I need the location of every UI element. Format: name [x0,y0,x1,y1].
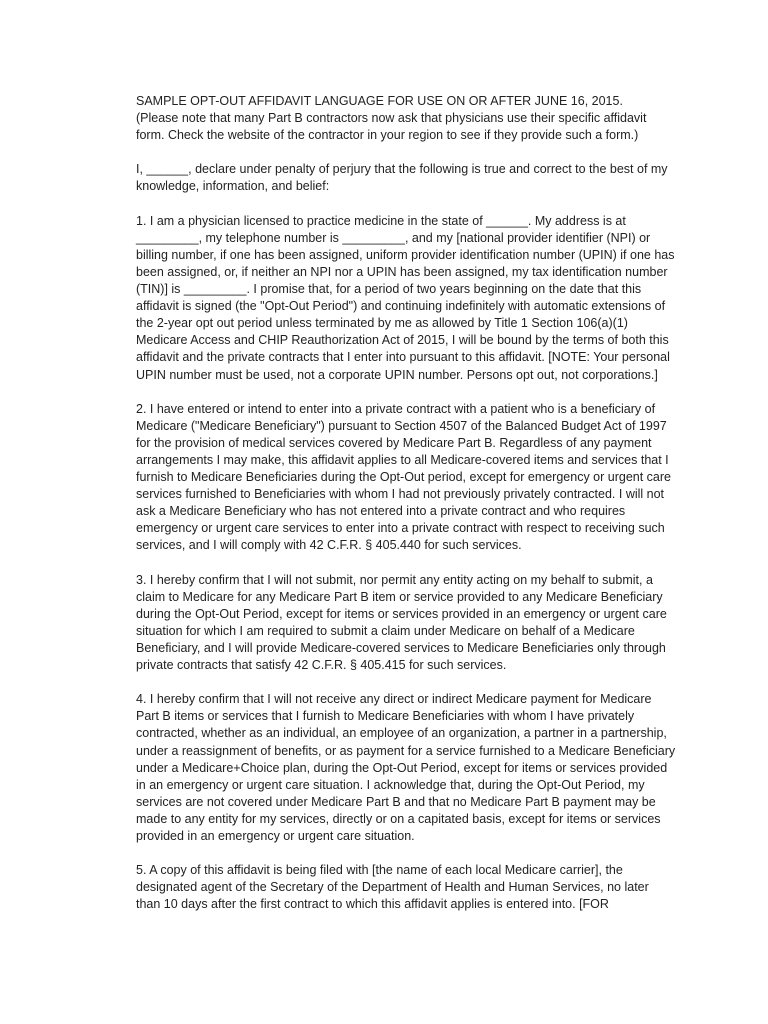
text-line: under a Medicare+Choice plan, during the Opt-Out Period, except for items or services provided [136,760,668,775]
text-line: 5. A copy of this affidavit is being filed with [the name of each local Medicare carrier], the [136,863,623,878]
paragraph-item-5 [136,862,696,913]
text-line: UPIN number must be used, not a corporate UPIN number. Persons opt out, not corporations.] [136,367,658,382]
text-line: designated agent of the Secretary of the Department of Health and Human Services, no later [136,880,649,895]
text-line: services furnished to Beneficiaries with whom I had not previously privately contracted. I will not [136,487,665,502]
text-line: services, and I will comply with 42 C.F.R. § 405.440 for such services. [136,538,522,553]
text-line: ask a Medicare Beneficiary who has not entered into a private contract and who requires [136,504,626,519]
text-line: made to any entity for my services, directly or on a capitated basis, except for items or services [136,811,661,826]
paragraph-item-2 [136,401,696,555]
text-line: in an emergency or urgent care situation. I acknowledge that, during the Opt-Out Period, my [136,777,645,792]
text-line: furnish to Medicare Beneficiaries during the Opt-Out period, except for emergency or urgent care [136,470,671,485]
text-line: 4. I hereby confirm that I will not receive any direct or indirect Medicare payment for Medicare [136,692,652,707]
text-line: 3. I hereby confirm that I will not submit, nor permit any entity acting on my behalf to submit, a [136,572,653,587]
text-line: Beneficiary, and I will provide Medicare-covered services to Medicare Beneficiaries only through [136,641,666,655]
text-line: provided in an emergency or urgent care situation. [136,829,415,844]
paragraph-item-4 [136,691,696,845]
text-line: services are not covered under Medicare Part B and that no Medicare Part B payment may be [136,794,656,809]
text-line: contracted, whether as an individual, an employee of an organization, a partner in a partnership, [136,726,667,741]
text-line: 2. I have entered or intend to enter into a private contract with a patient who is a beneficiary of [136,401,656,416]
paragraph-item-1 [136,213,696,384]
text-line: than 10 days after the first contract to which this affidavit applies is entered into. [FOR [136,897,609,912]
text-line: Medicare ("Medicare Beneficiary") pursuant to Section 4507 of the Balanced Budget Act of 1997 [136,418,667,433]
text-line: arrangements I may make, this affidavit applies to all Medicare-covered items and services that I [136,452,669,467]
text-line: knowledge, information, and belief: [136,179,330,194]
text-line: Part B items or services that I furnish to Medicare Beneficiaries with whom I have privately [136,709,635,724]
text-line: Medicare Access and CHIP Reauthorization Act of 2015, I will be bound by the terms of both this [136,333,669,348]
text-line: been assigned, or, if neither an NPI nor a UPIN has been assigned, my tax identification number [136,264,668,279]
text-line: _________, my telephone number is _________, and my [national provider identifier (NPI) or [136,230,651,245]
text-line: (Please note that many Part B contractors now ask that physicians use their specific affidavit [136,111,647,126]
text-line: situation for which I am required to submit a claim under Medicare on behalf of a Medicare [136,623,635,638]
text-line: form. Check the website of the contractor in your region to see if they provide such a form.) [136,128,639,143]
text-line: affidavit and the private contracts that I enter into pursuant to this affidavit. [NOTE: Your personal [136,350,670,365]
text-line: private contracts that satisfy 42 C.F.R. § 405.415 for such services. [136,658,507,673]
text-line: during the Opt-Out Period, except for items or services provided in an emergency or urgent care [136,606,667,621]
text-line: SAMPLE OPT-OUT AFFIDAVIT LANGUAGE FOR USE ON OR AFTER JUNE 16, 2015. [136,94,623,108]
document-body [136,93,696,931]
text-line: under a reassignment of benefits, or as payment for a service furnished to a Medicare Beneficiary [136,743,676,758]
text-line: (TIN)] is _________. I promise that, for a period of two years beginning on the date that this [136,282,642,297]
text-line: for the provision of medical services covered by Medicare Part B. Regardless of any payment [136,435,652,450]
text-line: the 2-year opt out period unless terminated by me as allowed by Title 1 Section 106(a)(1) [136,316,628,331]
paragraph-header [136,93,696,144]
paragraph-item-3 [136,572,696,675]
text-line: billing number, if one has been assigned, uniform provider identification number (UPIN) if one has [136,247,675,262]
text-line: emergency or urgent care services to enter into a private contract with respect to receiving such [136,521,665,536]
text-line: claim to Medicare for any Medicare Part B item or service provided to any Medicare Beneficiary [136,589,663,604]
text-line: 1. I am a physician licensed to practice medicine in the state of ______. My address is at [136,213,626,228]
text-line: I, ______, declare under penalty of perjury that the following is true and correct to the best of my [136,162,668,177]
paragraph-declaration [136,161,696,195]
text-line: affidavit is signed (the "Opt-Out Period") and continuing indefinitely with automatic extensions of [136,299,666,314]
